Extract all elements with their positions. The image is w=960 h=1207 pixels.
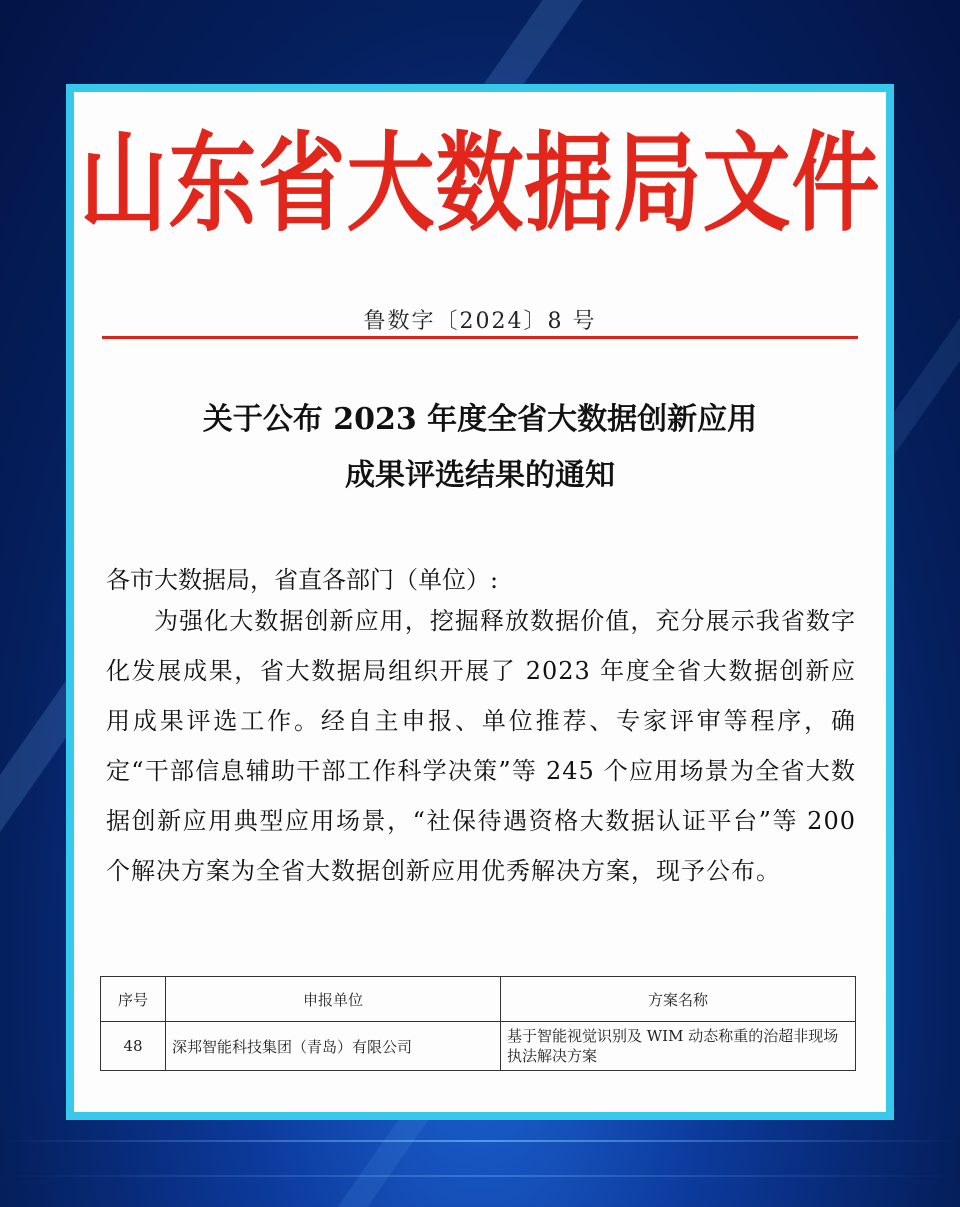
notice-title-line: 成果评选结果的通知 — [345, 458, 615, 493]
salutation: 各市大数据局，省直各部门（单位）: — [106, 566, 499, 594]
agency-header-title: 山东省大数据局文件 — [79, 120, 881, 246]
table-row — [101, 1022, 856, 1071]
column-header-solution: 方案名称 — [501, 977, 856, 1022]
body-paragraph: 为强化大数据创新应用，挖掘释放数据价值，充分展示我省数字化发展成果，省大数据局组织开展了 2023 年度全省大数据创新应用成果评选工作。经自主申报、单位推荐、专家评审等程序，确定“干部信息辅助干部工作科学决策”等 245 个应用场景为全省大数据创新应用典型应用场景，“社保待遇资格大数据认证平台”等 200 个解决方案为全省大数据创新应用优秀解决方案，现予公布。 — [106, 607, 856, 885]
document-page — [74, 92, 886, 1112]
cell-number: 48 — [101, 1022, 166, 1071]
cell-unit: 深邦智能科技集团（青岛）有限公司 — [166, 1022, 501, 1071]
column-header-number: 序号 — [101, 977, 166, 1022]
table-header-row — [101, 977, 856, 1022]
background-glow-line — [0, 1140, 960, 1142]
document-frame — [66, 84, 894, 1120]
notice-title — [74, 392, 886, 504]
background-glow-line — [0, 1175, 960, 1177]
document-number: 鲁数字〔2024〕8 号 — [363, 309, 597, 334]
column-header-unit: 申报单位 — [166, 977, 501, 1022]
cell-solution: 基于智能视觉识别及 WIM 动态称重的治超非现场执法解决方案 — [501, 1022, 856, 1071]
results-table — [100, 976, 856, 1071]
red-divider — [102, 336, 858, 339]
notice-title-line: 关于公布 2023 年度全省大数据创新应用 — [202, 402, 758, 437]
